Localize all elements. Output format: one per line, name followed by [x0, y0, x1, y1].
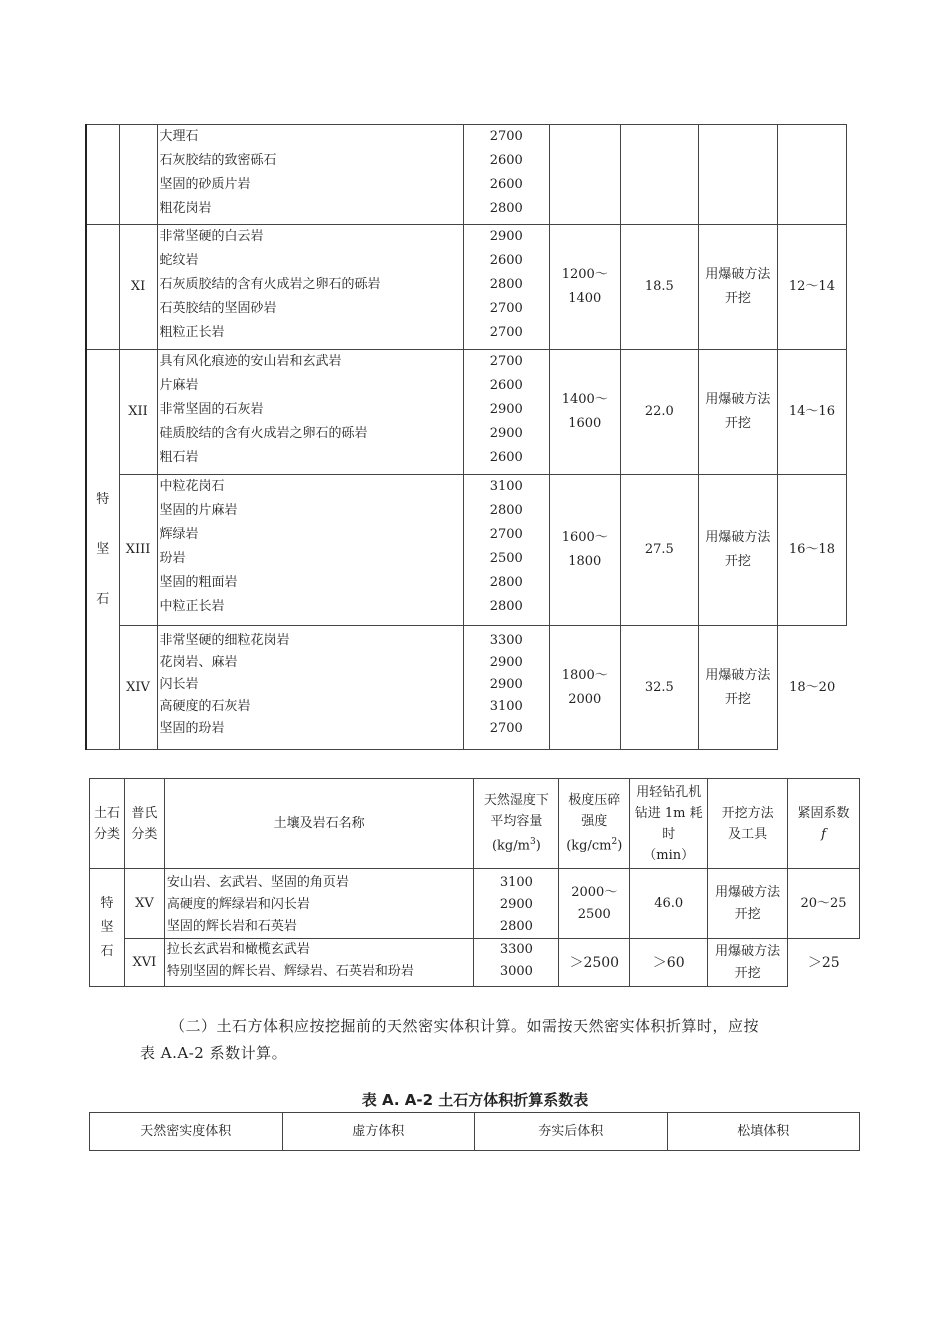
density-cell: 3300 3000 — [474, 939, 559, 987]
paragraph-line-1: （二）土石方体积应按挖掘前的天然密实体积计算。如需按天然密实体积折算时，应按 — [170, 1017, 760, 1035]
density-cell: 3300 2900 2900 3100 2700 — [463, 626, 549, 750]
header-compacted-volume: 夯实后体积 — [475, 1113, 668, 1151]
strength-cell: 2000～ 2500 — [559, 869, 630, 939]
header-coefficient: 紧固系数 f — [788, 779, 860, 869]
density-cell: 3100 2900 2800 — [474, 869, 559, 939]
header-row — [90, 1113, 860, 1151]
header-natural-volume: 天然密实度体积 — [90, 1113, 283, 1151]
table-row — [86, 225, 847, 350]
drill-time-cell: 27.5 — [620, 475, 698, 626]
table-caption: 表 A. A-2 土石方体积折算系数表 — [361, 1091, 589, 1109]
header-drill-time: 用轻钻孔机 钻进 1m 耗 时 （min） — [630, 779, 708, 869]
drill-time-cell: 32.5 — [620, 626, 698, 750]
header-name: 土壤及岩石名称 — [164, 779, 474, 869]
density-cell: 2900 2600 2800 2700 2700 — [463, 225, 549, 350]
density-cell: 2700 2600 2900 2900 2600 — [463, 350, 549, 475]
drill-time-cell: 18.5 — [620, 225, 698, 350]
coefficient-cell: ＞25 — [788, 939, 860, 987]
header-density: 天然湿度下 平均容量 $(kg/m^3)$ — [474, 779, 559, 869]
category-cell: 特 坚 石 — [90, 869, 125, 987]
strength-cell: ＞2500 — [559, 939, 630, 987]
header-loose-volume: 虚方体积 — [282, 1113, 475, 1151]
table-row — [86, 125, 847, 225]
header-category: 土石 分类 — [90, 779, 125, 869]
rock-names-cell: 拉长玄武岩和橄榄玄武岩 特别坚固的辉长岩、辉绿岩、石英岩和玢岩 — [164, 939, 474, 987]
header-class: 普氏 分类 — [124, 779, 164, 869]
rock-names-cell: 大理石 石灰胶结的致密砾石 坚固的砂质片岩 粗花岗岩 — [157, 125, 463, 225]
class-cell: XI — [119, 225, 157, 350]
drill-time-cell: 22.0 — [620, 350, 698, 475]
class-cell — [119, 125, 157, 225]
table-row — [90, 869, 860, 939]
strength-cell: 1600～ 1800 — [549, 475, 620, 626]
class-cell: XII — [119, 350, 157, 475]
strength-cell: 1200～ 1400 — [549, 225, 620, 350]
class-cell: XIV — [119, 626, 157, 750]
class-cell: XIII — [119, 475, 157, 626]
table-row — [90, 939, 860, 987]
drill-time-cell — [620, 125, 698, 225]
category-cell: 特 坚 石 — [86, 350, 119, 750]
rock-names-cell: 安山岩、玄武岩、坚固的角页岩 高硬度的辉绿岩和闪长岩 坚固的辉长岩和石英岩 — [164, 869, 474, 939]
paragraph-line-2: 表 A.A-2 系数计算。 — [140, 1044, 288, 1062]
rock-names-cell: 非常坚硬的白云岩 蛇纹岩 石灰质胶结的含有火成岩之卵石的砾岩 石英胶结的坚固砂岩 粗粒正长岩 — [157, 225, 463, 350]
coefficient-cell: 20～25 — [788, 869, 860, 939]
strength-cell: 1400～ 1600 — [549, 350, 620, 475]
coefficient-cell — [777, 125, 846, 225]
method-cell — [698, 125, 777, 225]
table-row — [86, 626, 847, 750]
method-cell: 用爆破方法 开挖 — [698, 225, 777, 350]
drill-time-cell: 46.0 — [630, 869, 708, 939]
category-cell — [86, 225, 119, 350]
coefficient-cell: 14～16 — [777, 350, 846, 475]
class-cell: XV — [124, 869, 164, 939]
method-cell: 用爆破方法 开挖 — [708, 869, 788, 939]
density-cell: 2700 2600 2600 2800 — [463, 125, 549, 225]
density-cell: 3100 2800 2700 2500 2800 2800 — [463, 475, 549, 626]
method-cell: 用爆破方法 开挖 — [698, 350, 777, 475]
header-strength: 极度压碎 强度 $(kg/cm^2)$ — [559, 779, 630, 869]
strength-cell — [549, 125, 620, 225]
header-loose-fill-volume: 松填体积 — [667, 1113, 860, 1151]
coefficient-cell: 12～14 — [777, 225, 846, 350]
volume-conversion-table — [89, 1112, 860, 1151]
rock-names-cell: 具有风化痕迹的安山岩和玄武岩 片麻岩 非常坚固的石灰岩 硅质胶结的含有火成岩之卵石的砾岩 粗石岩 — [157, 350, 463, 475]
class-cell: XVI — [124, 939, 164, 987]
header-method: 开挖方法 及工具 — [708, 779, 788, 869]
coefficient-cell: 16～18 — [777, 475, 846, 626]
method-cell: 用爆破方法 开挖 — [698, 475, 777, 626]
table-row — [86, 475, 847, 626]
strength-cell: 1800～ 2000 — [549, 626, 620, 750]
coefficient-cell: 18～20 — [777, 626, 846, 750]
header-row — [90, 779, 860, 869]
method-cell: 用爆破方法 开挖 — [708, 939, 788, 987]
rock-classification-table-2 — [89, 778, 860, 987]
body-paragraph — [140, 1013, 820, 1067]
rock-classification-table-continued — [85, 124, 847, 750]
rock-names-cell: 非常坚硬的细粒花岗岩 花岗岩、麻岩 闪长岩 高硬度的石灰岩 坚固的玢岩 — [157, 626, 463, 750]
table-row — [86, 350, 847, 475]
rock-names-cell: 中粒花岗石 坚固的片麻岩 辉绿岩 玢岩 坚固的粗面岩 中粒正长岩 — [157, 475, 463, 626]
method-cell: 用爆破方法 开挖 — [698, 626, 777, 750]
drill-time-cell: ＞60 — [630, 939, 708, 987]
category-cell — [86, 125, 119, 225]
